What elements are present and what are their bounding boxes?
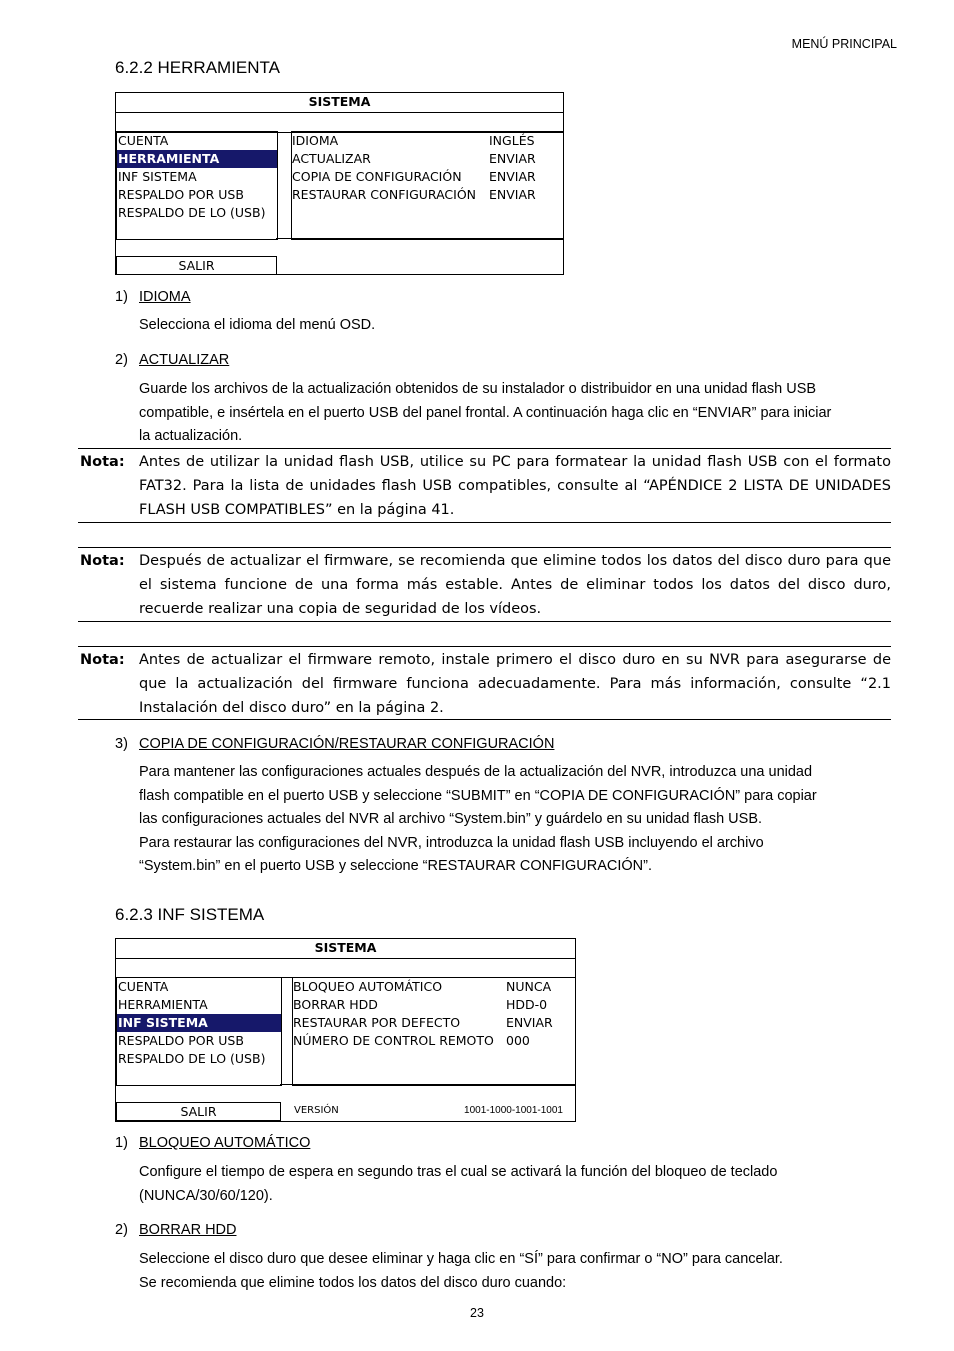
osd-menu-item[interactable]: RESPALDO POR USB (118, 1033, 244, 1048)
osd-settings-panel (291, 131, 564, 240)
paragraph-line: Selecciona el idioma del menú OSD. (139, 317, 376, 333)
setting-label: COPIA DE CONFIGURACIÓN (292, 169, 462, 184)
osd-menu-item[interactable]: CUENTA (118, 133, 169, 148)
osd-setting-row[interactable] (293, 1032, 575, 1050)
running-header: MENÚ PRINCIPAL (791, 37, 897, 51)
note-text: Antes de utilizar la unidad flash USB, utilice su PC para formatear la unidad flash USB con el formato FAT32. Para la lista de unidades flash USB compatibles, consulte al “APÉNDICE 2 LISTA DE UNIDADES FLASH USB COMPATIBLES” en la página 41. (139, 454, 891, 518)
paragraph-line: Se recomienda que elimine todos los datos del disco duro cuando: (139, 1274, 567, 1291)
setting-value: NUNCA (506, 979, 552, 994)
item-number: 1) (115, 289, 128, 305)
setting-label: BLOQUEO AUTOMÁTICO (293, 979, 443, 994)
setting-value: HDD-0 (506, 997, 548, 1012)
osd-herramienta-screen (115, 92, 564, 275)
osd-settings-panel (292, 977, 576, 1086)
paragraph-line: Configure el tiempo de espera en segundo tras el cual se activará la función del bloqueo de teclado (139, 1164, 778, 1180)
osd-title: SISTEMA (116, 93, 563, 113)
item-heading-bloqueo: BLOQUEO AUTOMÁTICO (139, 1135, 311, 1151)
paragraph-line: Para restaurar las configuraciones del NVR, introduzca la unidad flash USB incluyendo el archivo (139, 834, 764, 851)
osd-side-menu (116, 977, 282, 1086)
paragraph (139, 378, 891, 449)
setting-value: 000 (506, 1033, 530, 1048)
note-text: Después de actualizar el firmware, se recomienda que elimine todos los datos del disco duro para que el sistema funcione de una forma más estable. Antes de eliminar todos los datos del disco duro, recuerde realizar una copia de seguridad de los vídeos. (139, 553, 891, 617)
osd-menu-item[interactable]: CUENTA (118, 979, 169, 994)
paragraph (139, 761, 891, 879)
osd-side-menu (116, 131, 278, 240)
note-text: Antes de actualizar el firmware remoto, instale primero el disco duro en su NVR para asegurarse de que la actualización del firmware funciona adecuadamente. Para más información, consulte “2.1 Instalación del disco duro” en la página 2. (139, 652, 891, 716)
osd-menu-item-selected[interactable]: HERRAMIENTA (117, 150, 277, 168)
note-box (78, 549, 891, 621)
paragraph-line: Seleccione el disco duro que desee eliminar y haga clic en “SÍ” para confirmar o “NO” para cancelar. (139, 1251, 783, 1267)
paragraph (139, 1161, 891, 1208)
note-label: Nota: (80, 454, 125, 470)
page-number: 23 (470, 1306, 484, 1320)
paragraph (139, 1248, 891, 1295)
osd-setting-row[interactable] (292, 168, 563, 186)
item-number: 1) (115, 1135, 128, 1151)
osd-inf-sistema-screen (115, 938, 576, 1122)
paragraph-line: “System.bin” en el puerto USB y seleccione “RESTAURAR CONFIGURACIÓN”. (139, 858, 653, 874)
item-heading-actualizar: ACTUALIZAR (139, 352, 230, 368)
osd-menu-item[interactable]: INF SISTEMA (118, 169, 197, 184)
setting-label: ACTUALIZAR (292, 151, 371, 166)
osd-setting-row[interactable] (292, 150, 563, 168)
setting-label: IDIOMA (292, 133, 339, 148)
section-title-herramienta: 6.2.2 HERRAMIENTA (115, 58, 281, 77)
osd-setting-row[interactable] (292, 132, 563, 150)
osd-exit-button[interactable]: SALIR (116, 256, 277, 275)
osd-setting-row[interactable] (293, 978, 575, 996)
item-heading-borrar-hdd: BORRAR HDD (139, 1222, 237, 1238)
setting-label: RESTAURAR POR DEFECTO (293, 1015, 461, 1030)
setting-value: INGLÉS (489, 133, 535, 148)
item-number: 3) (115, 736, 128, 752)
version-label: VERSIÓN (294, 1105, 339, 1116)
paragraph-line: las configuraciones actuales del NVR al archivo “System.bin” y guárdelo en su unidad flash USB. (139, 811, 763, 827)
setting-label: NÚMERO DE CONTROL REMOTO (293, 1033, 494, 1048)
version-value: 1001-1000-1001-1001 (464, 1105, 563, 1116)
osd-menu-item[interactable]: HERRAMIENTA (118, 997, 208, 1012)
setting-label: RESTAURAR CONFIGURACIÓN (292, 187, 477, 202)
setting-value: ENVIAR (489, 187, 536, 202)
paragraph (139, 314, 891, 338)
item-heading-copia-config: COPIA DE CONFIGURACIÓN/RESTAURAR CONFIGURACIÓN (139, 736, 555, 752)
item-number: 2) (115, 352, 128, 368)
paragraph-line: (NUNCA/30/60/120). (139, 1187, 273, 1204)
paragraph-line: la actualización. (139, 428, 243, 444)
note-label: Nota: (80, 652, 125, 668)
setting-value: ENVIAR (489, 169, 536, 184)
paragraph-line: Guarde los archivos de la actualización obtenidos de su instalador o distribuidor en una unidad flash USB (139, 381, 817, 397)
osd-setting-row[interactable] (292, 186, 563, 204)
osd-menu-item[interactable]: RESPALDO DE LO (USB) (118, 1051, 266, 1066)
osd-menu-item-selected[interactable]: INF SISTEMA (117, 1014, 281, 1032)
osd-menu-item[interactable]: RESPALDO DE LO (USB) (118, 205, 266, 220)
note-box (78, 450, 891, 522)
osd-setting-row[interactable] (293, 996, 575, 1014)
setting-value: ENVIAR (489, 151, 536, 166)
item-number: 2) (115, 1222, 128, 1238)
paragraph-line: compatible, e insértela en el puerto USB del panel frontal. A continuación haga clic en “ENVIAR” para iniciar (139, 404, 832, 421)
setting-label: BORRAR HDD (293, 997, 378, 1012)
osd-title: SISTEMA (116, 939, 575, 959)
setting-value: ENVIAR (506, 1015, 553, 1030)
paragraph-line: Para mantener las configuraciones actuales después de la actualización del NVR, introduzca una unidad (139, 764, 813, 780)
note-box (78, 648, 891, 720)
osd-exit-button[interactable]: SALIR (116, 1102, 281, 1121)
section-title-inf-sistema: 6.2.3 INF SISTEMA (115, 905, 265, 924)
osd-setting-row[interactable] (293, 1014, 575, 1032)
note-label: Nota: (80, 553, 125, 569)
item-heading-idioma: IDIOMA (139, 289, 191, 305)
osd-menu-item[interactable]: RESPALDO POR USB (118, 187, 244, 202)
paragraph-line: flash compatible en el puerto USB y seleccione “SUBMIT” en “COPIA DE CONFIGURACIÓN” para copiar (139, 787, 817, 804)
